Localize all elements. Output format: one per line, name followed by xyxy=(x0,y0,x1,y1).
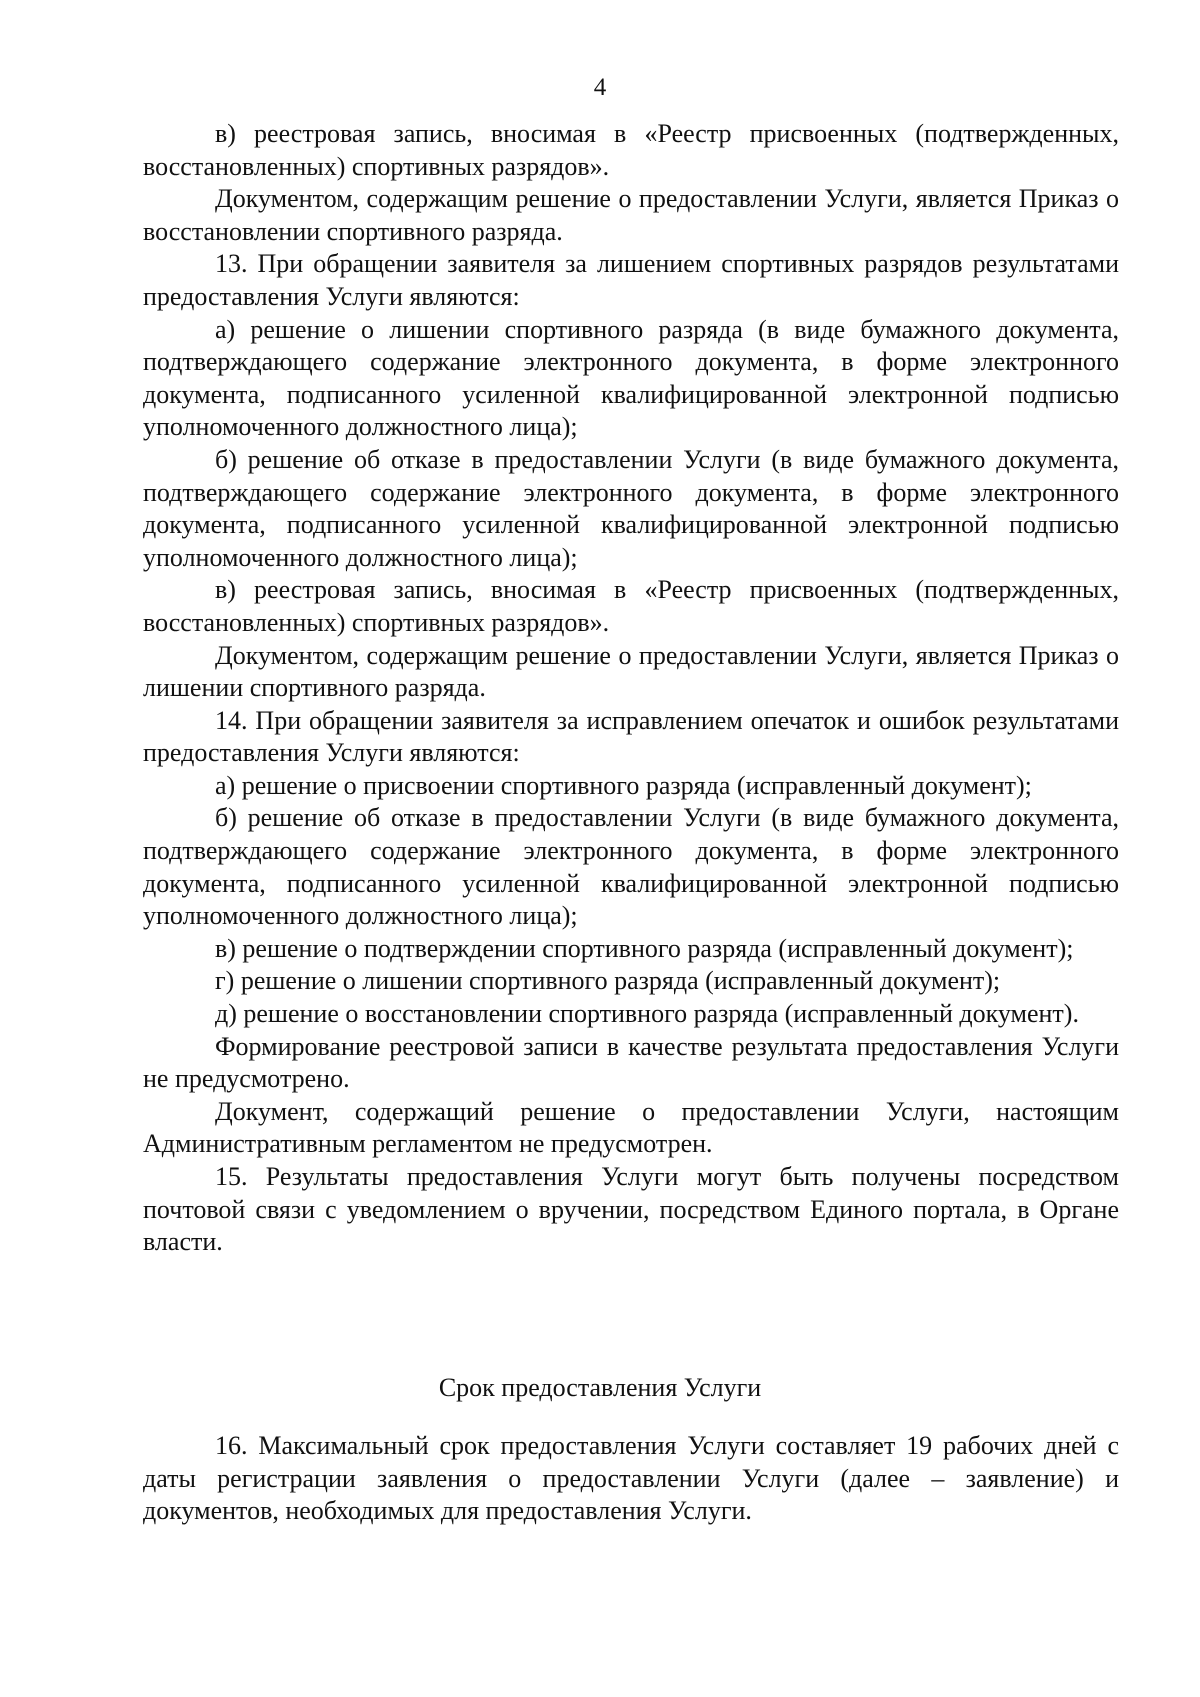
document-body-bottom xyxy=(143,1430,1119,1528)
paragraph-14-a: а) решение о присвоении спортивного разряда (исправленный документ); xyxy=(215,770,1032,800)
paragraph-document-not-provided: Документ, содержащий решение о предоставлении Услуги, настоящим Административным регламентом не предусмотрен. xyxy=(143,1096,1119,1159)
section-heading: Срок предоставления Услуги xyxy=(438,1373,762,1402)
page-number: 4 xyxy=(593,74,607,101)
paragraph-16: 16. Максимальный срок предоставления Услуги составляет 19 рабочих дней с даты регистрации заявления о предоставлении Услуги (далее – заявление) и документов, необходимых для предоставления Услуги. xyxy=(143,1431,1119,1526)
document-body xyxy=(143,118,1119,1259)
paragraph-14-intro: 14. При обращении заявителя за исправлением опечаток и ошибок результатами предоставления Услуги являются: xyxy=(143,705,1119,768)
paragraph-14-g: г) решение о лишении спортивного разряда (исправленный документ); xyxy=(215,966,1001,996)
paragraph-14-v: в) решение о подтверждении спортивного разряда (исправленный документ); xyxy=(215,933,1074,963)
paragraph-restore-order: Документом, содержащим решение о предоставлении Услуги, является Приказ о восстановлении спортивного разряда. xyxy=(143,184,1119,246)
paragraph-deprivation-order: Документом, содержащим решение о предоставлении Услуги, является Приказ о лишении спортивного разряда. xyxy=(143,640,1119,703)
paragraph-registry-entry-restore: в) реестровая запись, вносимая в «Реестр присвоенных (подтвержденных, восстановленных) спортивных разрядов». xyxy=(143,119,1119,181)
paragraph-13-b: б) решение об отказе в предоставлении Услуги (в виде бумажного документа, подтверждающего содержание электронного документа, в форме электронного документа, подписанного усиленной квалифицированной электронной подписью уполномоченного должностного лица); xyxy=(143,444,1119,572)
paragraph-15: 15. Результаты предоставления Услуги могут быть получены посредством почтовой связи с уведомлением о вручении, посредством Единого портала, в Органе власти. xyxy=(143,1162,1119,1257)
paragraph-13-a: а) решение о лишении спортивного разряда (в виде бумажного документа, подтверждающего содержание электронного документа, в форме электронного документа, подписанного усиленной квалифицированной электронной подписью уполномоченного должностного лица); xyxy=(143,314,1119,442)
paragraph-13-v: в) реестровая запись, вносимая в «Реестр присвоенных (подтвержденных, восстановленных) спортивных разрядов». xyxy=(143,575,1119,637)
paragraph-14-d: д) решение о восстановлении спортивного разряда (исправленный документ). xyxy=(215,999,1079,1029)
paragraph-registry-not-provided: Формирование реестровой записи в качестве результата предоставления Услуги не предусмотрено. xyxy=(143,1031,1119,1094)
paragraph-14-b: б) решение об отказе в предоставлении Услуги (в виде бумажного документа, подтверждающего содержание электронного документа, в форме электронного документа, подписанного усиленной квалифицированной электронной подписью уполномоченного должностного лица); xyxy=(143,803,1119,931)
paragraph-13-intro: 13. При обращении заявителя за лишением спортивных разрядов результатами предоставления Услуги являются: xyxy=(143,249,1119,311)
